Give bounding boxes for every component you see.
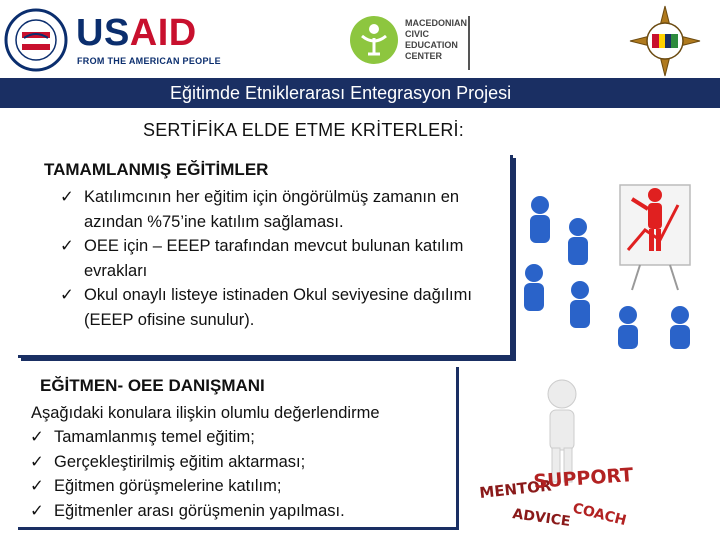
usaid-us: US [76,12,130,54]
project-title-bar [0,78,720,108]
coach-word: COACH [571,500,628,530]
list-item [24,450,444,475]
compass-emblem-icon [628,4,702,78]
usaid-tagline: FROM THE AMERICAN PEOPLE [77,56,221,66]
completed-trainings-heading: TAMAMLANMIŞ EĞİTİMLER [44,160,269,179]
list-item [24,425,444,450]
check-icon: ✓ [30,428,44,446]
mcec-line: CENTER [405,51,443,61]
usaid-wordmark [76,13,197,53]
mentor-support-illustration [470,372,634,537]
logo-divider [468,16,470,70]
mcec-line: CIVIC [405,29,430,39]
check-icon: ✓ [60,286,74,304]
completed-trainings-panel [18,155,513,358]
list-item-text: OEE için – EEEP tarafından mevcut bulunan katılım evrakları [84,237,464,280]
mcec-line: MACEDONIAN [405,18,467,28]
list-item [54,234,484,283]
mcec-line: EDUCATION [405,40,458,50]
check-icon: ✓ [30,501,44,520]
list-item-text: Gerçekleştirilmiş eğitim aktarması; [54,452,306,471]
usaid-seal-icon [4,8,68,72]
mcec-emblem-icon [348,14,400,66]
trainer-advisor-panel [18,367,459,530]
list-item-text: Eğitmenler arası görüşmenin yapılması. [54,501,345,520]
list-item-text: Eğitmen görüşmelerine katılım; [54,477,282,495]
trainer-advisor-list [24,425,444,523]
mcec-name [405,18,467,62]
support-word: SUPPORT [532,464,634,493]
completed-trainings-list [54,185,484,332]
mentor-word: MENTOR [478,476,553,502]
list-item [24,499,444,524]
advice-word: ADVICE [511,506,572,531]
check-icon: ✓ [30,477,44,495]
trainer-advisor-heading: EĞİTMEN- OEE DANIŞMANI [40,376,265,395]
list-item [54,283,484,332]
list-item [54,185,484,234]
page-title: SERTİFİKA ELDE ETME KRİTERLERİ: [143,120,464,140]
trainer-advisor-intro: Aşağıdaki konulara ilişkin olumlu değerlendirme [31,404,380,422]
project-title: Eğitimde Etniklerarası Entegrasyon Projesi [170,83,512,103]
list-item-text: Tamamlanmış temel eğitim; [54,428,255,446]
check-icon: ✓ [60,188,74,206]
check-icon: ✓ [60,237,74,255]
check-icon: ✓ [30,452,44,471]
list-item [24,474,444,499]
logo-band [0,0,720,80]
list-item-text: Okul onaylı listeye istinaden Okul seviyesine dağılımı (EEEP ofisine sunulur). [84,286,472,329]
presenter-illustration [520,165,720,350]
usaid-aid: AID [129,12,197,54]
list-item-text: Katılımcının her eğitim için öngörülmüş zamanın en azından %75’ine katılım sağlaması. [84,188,460,231]
